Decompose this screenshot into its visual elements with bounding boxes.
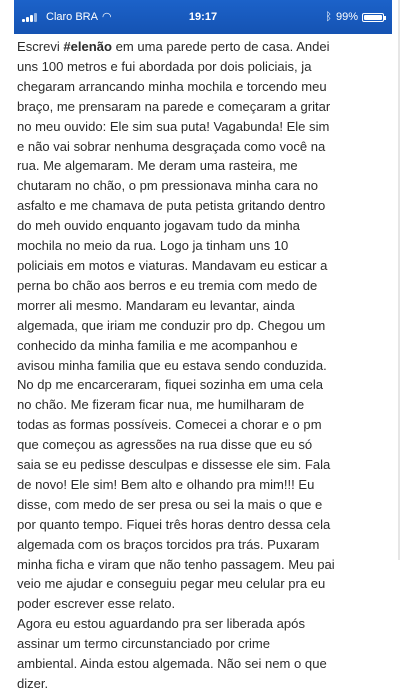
post-line: veio me ajudar e conseguiu pegar meu celular pra eu xyxy=(17,576,326,592)
hashtag: #elenão xyxy=(63,39,112,54)
post-line: assinar um termo circunstanciado por crime xyxy=(17,636,271,652)
text-before-hashtag: Escrevi xyxy=(17,39,64,54)
battery-fill xyxy=(364,15,382,20)
post-line: conhecido da minha familia e me acompanhou e xyxy=(17,337,298,353)
post-line: saia se eu pedisse desculpas e dissesse ele sim. Fala xyxy=(17,457,331,473)
post-body xyxy=(17,37,391,694)
post-line: no meu ouvido: Ele sim sua puta! Vagabunda! Ele sim xyxy=(17,118,330,134)
post-line: asfalto e me chamava de puta petista gritando dentro xyxy=(17,198,326,214)
post-line: rua. Me algemaram. Me deram uma rasteira, me xyxy=(17,158,298,174)
post-lines xyxy=(17,59,335,691)
post-line: policiais em motos e viaturas. Mandavam eu esticar a xyxy=(17,257,328,273)
post-line: avisou minha familia que eu estava sendo conduzida. xyxy=(17,357,327,373)
post-line: morrer ali mesmo. Mandaram eu levantar, ainda xyxy=(17,297,295,313)
post-line: dizer. xyxy=(17,676,49,691)
status-right xyxy=(325,11,384,23)
post-line: do meh ouvido enquanto jogavam tudo da minha xyxy=(17,218,300,234)
wifi-icon: ◠ xyxy=(101,10,112,23)
post-line: que começou as agressões na rua disse que eu só xyxy=(17,437,313,453)
post-line: uns 100 metros e fui abordada por dois policiais, ja xyxy=(17,58,312,74)
post-line: braço, me prensaram na parede e começaram a gritar xyxy=(17,98,331,114)
post-line: por quanto tempo. Fiquei três horas dentro dessa cela xyxy=(17,516,331,532)
post-line: e não vai sobrar nenhuma desgraçada como você na xyxy=(17,138,326,154)
post-line: algemada com os braços torcidos pra trás. Puxaram xyxy=(17,536,320,552)
post-line: poder escrever esse relato. xyxy=(17,596,176,612)
carrier-name: Claro BRA xyxy=(46,11,98,23)
post-line: todas as formas possíveis. Comecei a chorar e o pm xyxy=(17,417,322,433)
post-line: algemada, que iriam me conduzir pro dp. Chegou um xyxy=(17,317,326,333)
post-line: perna bo chão aos berros e eu tremia com medo de xyxy=(17,277,318,293)
post-line: chutaram no chão, o pm pressionava minha cara no xyxy=(17,178,318,194)
post-line: disse, com medo de ser presa ou sei la mais o que e xyxy=(17,496,323,512)
post-line-1 xyxy=(17,39,330,54)
text-after-hashtag: em uma parede perto de casa. Andei xyxy=(112,39,330,54)
battery-icon xyxy=(362,13,384,22)
post-line: chegaram arrancando minha mochila e torcendo meu xyxy=(17,78,327,94)
post-line: mochila no meio da rua. Logo ja tinham uns 10 xyxy=(17,238,289,254)
post-line: no chão. Me fizeram ficar nua, me humilharam de xyxy=(17,397,305,413)
bluetooth-icon: ᛒ xyxy=(325,11,332,23)
post-line: de novo! Ele sim! Bem alto e olhando pra mim!!! Eu xyxy=(17,476,315,492)
status-bar xyxy=(14,0,392,34)
clock: 19:17 xyxy=(188,11,218,23)
post-line: No dp me encarceraram, fiquei sozinha em uma cela xyxy=(17,377,324,393)
post-line: minha ficha e viram que não tenho passagem. Meu pai xyxy=(17,556,335,572)
post-line: Agora eu estou aguardando pra ser liberada após xyxy=(17,616,305,632)
post-line: ambiental. Ainda estou algemada. Não sei nem o que xyxy=(17,656,327,672)
battery-percent: 99% xyxy=(335,11,358,23)
